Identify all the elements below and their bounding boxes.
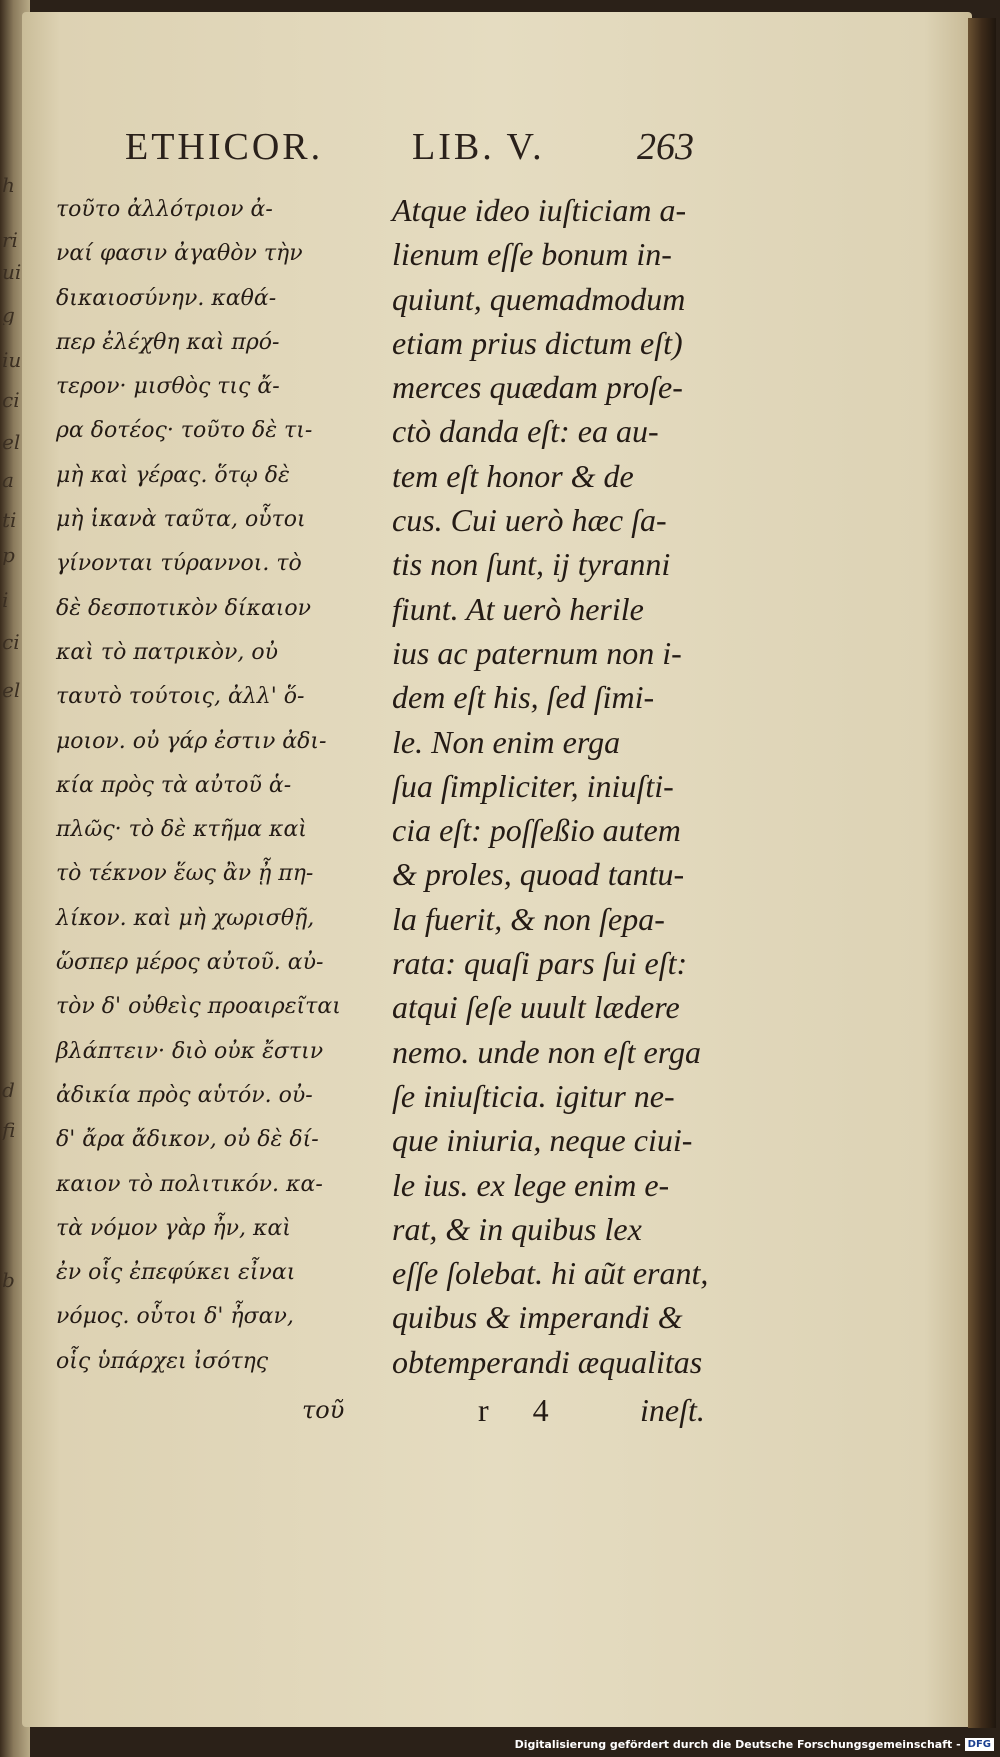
page-number: 263 bbox=[637, 126, 694, 168]
greek-text-line: καιον τὸ πολιτικόν. κα- bbox=[56, 1171, 323, 1197]
greek-text-column bbox=[56, 188, 386, 1384]
latin-text-line: fiunt. At uerò herile bbox=[392, 590, 644, 627]
greek-text-line: μὴ καὶ γέρας. ὅτῳ δὲ bbox=[56, 462, 290, 488]
adjacent-page-fragment: ui bbox=[2, 262, 22, 282]
greek-text-line: ἐν οἷς ἐπεφύκει εἶναι bbox=[56, 1260, 296, 1286]
dfg-logo: DFG bbox=[965, 1738, 994, 1751]
adjacent-page-fragment: el bbox=[2, 680, 21, 700]
greek-text-line: ρα δοτέος· τοῦτο δὲ τι- bbox=[56, 418, 313, 444]
running-head-book: LIB. V. bbox=[412, 126, 545, 168]
running-head-title: ETHICOR. bbox=[125, 126, 324, 168]
adjacent-page-fragment: ci bbox=[2, 390, 20, 410]
latin-text-line: ſe iniuſticia. igitur ne- bbox=[392, 1077, 675, 1114]
greek-text-line: ἀδικία πρὸς αὑτόν. οὐ- bbox=[56, 1082, 313, 1108]
greek-text-line: δικαιοσύνην. καθά- bbox=[56, 285, 277, 311]
latin-text-line: que iniuria, neque ciui- bbox=[392, 1122, 693, 1159]
latin-text-line: etiam prius dictum eſt) bbox=[392, 324, 683, 361]
greek-text-line: δὲ δεσποτικὸν δίκαιον bbox=[56, 595, 312, 621]
adjacent-page-fragment: p bbox=[2, 545, 15, 565]
greek-text-line: τὸν δ' οὐθεὶς προαιρεῖται bbox=[56, 994, 341, 1020]
greek-text-line: τὸ τέκνον ἕως ἂν ᾖ πη- bbox=[56, 861, 314, 887]
adjacent-page-fragment: b bbox=[2, 1270, 15, 1290]
adjacent-page-fragment: ti bbox=[2, 510, 17, 530]
latin-text-line: & proles, quoad tantu- bbox=[392, 856, 685, 893]
latin-text-line: eſſe ſolebat. hi aũt erant, bbox=[392, 1255, 709, 1292]
greek-text-line: δ' ἄρα ἄδικον, οὐ δὲ δί- bbox=[56, 1127, 319, 1153]
latin-text-line: la fuerit, & non ſepa- bbox=[392, 900, 665, 937]
adjacent-page-fragment: ci bbox=[2, 632, 20, 652]
greek-text-line: καὶ τὸ πατρικὸν, οὐ bbox=[56, 639, 279, 665]
greek-text-line: τὰ νόμον γὰρ ἦν, καὶ bbox=[56, 1215, 291, 1241]
latin-text-line: ſua ſimpliciter, iniuſti- bbox=[392, 767, 674, 804]
digitization-credit bbox=[515, 1734, 994, 1754]
latin-text-line: rat, & in quibus lex bbox=[392, 1210, 642, 1247]
greek-text-line: ναί φασιν ἀγαθὸν τὴν bbox=[56, 241, 303, 267]
latin-text-line: rata: quaſi pars ſui eſt: bbox=[392, 945, 688, 982]
book-spine-edge bbox=[968, 18, 996, 1728]
latin-text-line: merces quædam proſe- bbox=[392, 369, 683, 406]
latin-text-line: ctò danda eſt: ea au- bbox=[392, 413, 659, 450]
latin-text-line: quiunt, quemadmodum bbox=[392, 280, 686, 317]
greek-text-line: μοιον. οὐ γάρ ἐστιν ἀδι- bbox=[56, 728, 327, 754]
greek-catchword: τοῦ bbox=[302, 1396, 345, 1424]
latin-text-line: lienum eſſe bonum in- bbox=[392, 236, 672, 273]
greek-text-line: τερον· μισθὸς τις ἄ- bbox=[56, 374, 280, 400]
latin-text-line: Atque ideo iuſticiam a- bbox=[392, 192, 687, 228]
latin-text-line: cia eſt: poſſeßio autem bbox=[392, 812, 681, 849]
latin-text-line: quibus & imperandi & bbox=[392, 1299, 683, 1336]
adjacent-page-fragment: d bbox=[2, 1080, 15, 1100]
greek-text-line: πλῶς· τὸ δὲ κτῆμα καὶ bbox=[56, 817, 307, 843]
adjacent-page-fragment: iu bbox=[2, 350, 22, 370]
latin-catchword: ineſt. bbox=[640, 1392, 705, 1428]
greek-text-line: τοῦτο ἀλλότριον ἀ- bbox=[56, 197, 273, 222]
latin-text-line: le ius. ex lege enim e- bbox=[392, 1166, 670, 1203]
latin-text-line: tem eſt honor & de bbox=[392, 457, 634, 494]
latin-text-line: tis non ſunt, ij tyranni bbox=[392, 546, 671, 583]
latin-text-line: nemo. unde non eſt erga bbox=[392, 1033, 701, 1070]
greek-text-line: λίκον. καὶ μὴ χωρισθῇ, bbox=[56, 905, 315, 931]
latin-text-column bbox=[392, 188, 737, 1384]
greek-text-line: ταυτὸ τούτοις, ἀλλ' ὅ- bbox=[56, 684, 305, 710]
greek-text-line: ὥσπερ μέρος αὐτοῦ. αὐ- bbox=[56, 950, 324, 976]
latin-text-line: cus. Cui uerò hæc ſa- bbox=[392, 502, 667, 539]
latin-text-line: le. Non enim erga bbox=[392, 723, 621, 760]
adjacent-page-fragment: i bbox=[2, 590, 9, 610]
credit-text: Digitalisierung gefördert durch die Deutsche Forschungsgemeinschaft - bbox=[514, 1737, 961, 1751]
greek-text-line: περ ἐλέχθη καὶ πρό- bbox=[56, 329, 280, 355]
adjacent-page-fragment: g bbox=[2, 305, 15, 325]
latin-text-line: ius ac paternum non i- bbox=[392, 634, 682, 671]
greek-text-line: οἷς ὑπάρχει ἰσότης bbox=[56, 1348, 269, 1374]
adjacent-page-fragment: el bbox=[2, 432, 21, 452]
greek-text-line: κία πρὸς τὰ αὐτοῦ ἁ- bbox=[56, 772, 292, 798]
adjacent-page-fragment: a bbox=[2, 470, 14, 490]
greek-text-line: γίνονται τύραννοι. τὸ bbox=[56, 551, 302, 577]
adjacent-page-fragment: h bbox=[2, 175, 15, 195]
signature-mark: r 4 bbox=[478, 1392, 567, 1428]
greek-text-line: νόμος. οὗτοι δ' ἦσαν, bbox=[56, 1304, 294, 1330]
latin-text-line: dem eſt his, ſed ſimi- bbox=[392, 679, 655, 716]
running-head bbox=[0, 125, 1000, 175]
greek-text-line: μὴ ἱκανὰ ταῦτα, οὗτοι bbox=[56, 507, 306, 533]
adjacent-page-fragment: fi bbox=[2, 1120, 16, 1140]
greek-text-line: βλάπτειν· διὸ οὐκ ἔστιν bbox=[56, 1038, 324, 1064]
adjacent-page-fragment: ri bbox=[2, 230, 18, 250]
latin-text-line: atqui ſeſe uuult lædere bbox=[392, 989, 680, 1026]
latin-text-line: obtemperandi æqualitas bbox=[392, 1343, 703, 1380]
